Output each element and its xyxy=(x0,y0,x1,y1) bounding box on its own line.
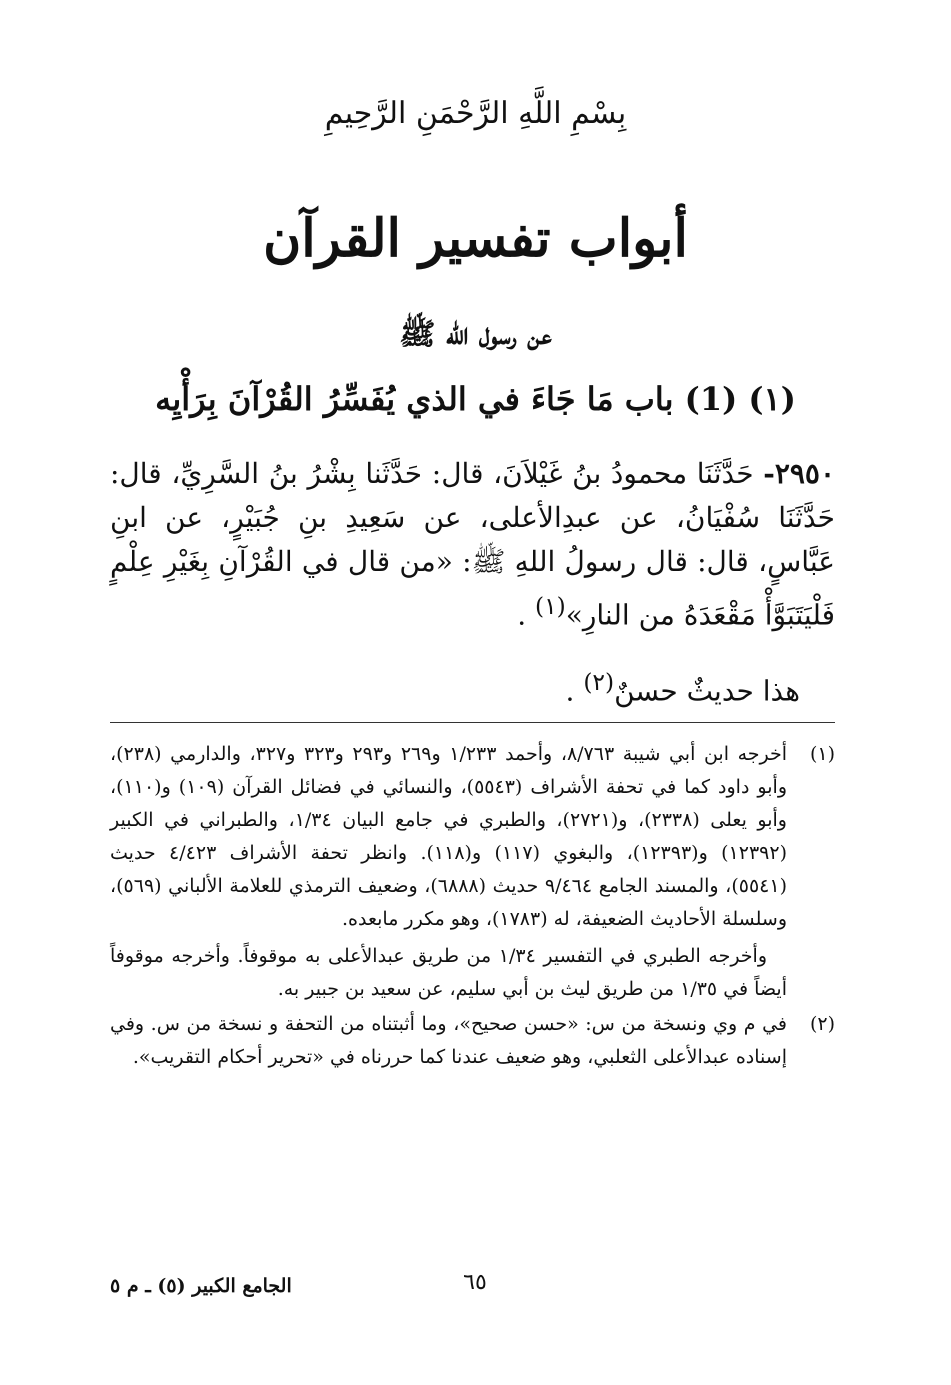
footnote-1 xyxy=(110,738,835,1006)
hadith-text xyxy=(110,452,835,637)
footnote-1-text xyxy=(110,738,787,1006)
basmala-header: بِسْمِ اللَّهِ الرَّحْمَنِ الرَّحِيمِ xyxy=(324,96,627,131)
grade-end: . xyxy=(565,674,584,708)
footnote-1-paragraph-2: وأخرجه الطبري في التفسير ١/٣٤ من طريق عبدالأعلى به موقوفاً. وأخرجه موقوفاً أيضاً في ١/٣٥ من طريق ليث بن أبي سليم، عن سعيد بن جبير به. xyxy=(110,945,787,1000)
footer-book-signature: الجامع الكبير (٥) ـ م ٥ xyxy=(110,1275,292,1297)
section-subtitle: عن رسول الله ﷺ xyxy=(399,317,552,352)
footnotes-section xyxy=(110,738,835,1076)
footnote-2-text xyxy=(110,1008,787,1074)
footnote-1-paragraph-1: أخرجه ابن أبي شيبة ٨/٧٦٣، وأحمد ١/٢٣٣ و٢٦٩ و٢٩٣ و٣٢٣ و٣٢٧، والدارمي (٢٣٨)، وأبو داود كما في تحفة الأشراف (٥٥٤٣)، والنسائي في فضائل القرآن (١٠٩) و(١١٠)، وأبو يعلى (٢٣٣٨)، و(٢٧٢١)، والطبري في جامع البيان ١/٣٤، والطبراني في الكبير (١٢٣٩٢) و(١٢٣٩٣)، والبغوي (١١٧) و(١١٨). وانظر تحفة الأشراف ٤/٤٢٣ حديث (٥٥٤١)، والمسند الجامع ٩/٤٦٤ حديث (٦٨٨٨)، وضعيف الترمذي للعلامة الألباني (٥٦٩)، وسلسلة الأحاديث الضعيفة، له (١٧٨٣)، وهو مكرر مابعده. xyxy=(110,743,788,930)
grade-text: هذا حديثٌ حسنٌ xyxy=(614,674,800,708)
footnote-2 xyxy=(110,1008,835,1074)
footnote-1-label: (١) xyxy=(809,743,835,765)
footnote-2-label: (٢) xyxy=(809,1013,835,1035)
hadith-body: حَدَّثَنَا محمودُ بنُ غَيْلاَنَ، قال: حَدَّثَنا بِشْرُ بنُ السَّرِيِّ، قال: حَدَّثَنَا سُفْيَانُ، عن عبدِالأعلى، عن سَعِيدِ بنِ جُبَيْرٍ، عن ابنِ عَبَّاسٍ، قال: قال رسولُ اللهِ ﷺ: «من قال في القُرْآنِ بِغَيْرِ عِلْمٍ فَلْيَتَبَوَّأْ مَقْعَدَهُ من النارِ» xyxy=(110,457,835,632)
hadith-end: . xyxy=(517,598,535,632)
footnote-ref-2: (٢) xyxy=(583,668,615,696)
page-title: أبواب تفسير القرآن xyxy=(263,208,688,269)
footnote-2-paragraph-1: في م وي ونسخة من س: «حسن صحيح»، وما أثبتناه من التحفة و نسخة من س. وفي إسناده عبدالأعلى الثعلبي، وهو ضعيف عندنا كما حررناه في «تحرير أحكام التقريب». xyxy=(110,1013,787,1068)
footnote-ref-1: (١) xyxy=(535,592,566,620)
footnote-divider xyxy=(110,722,835,723)
chapter-heading: (١) (1) باب مَا جَاءَ في الذي يُفَسِّرُ القُرْآنَ بِرَأْيِه xyxy=(155,380,796,418)
page-number: ٦٥ xyxy=(463,1270,487,1295)
hadith-number: ٢٩٥٠- xyxy=(763,457,835,490)
hadith-grade xyxy=(420,668,800,707)
